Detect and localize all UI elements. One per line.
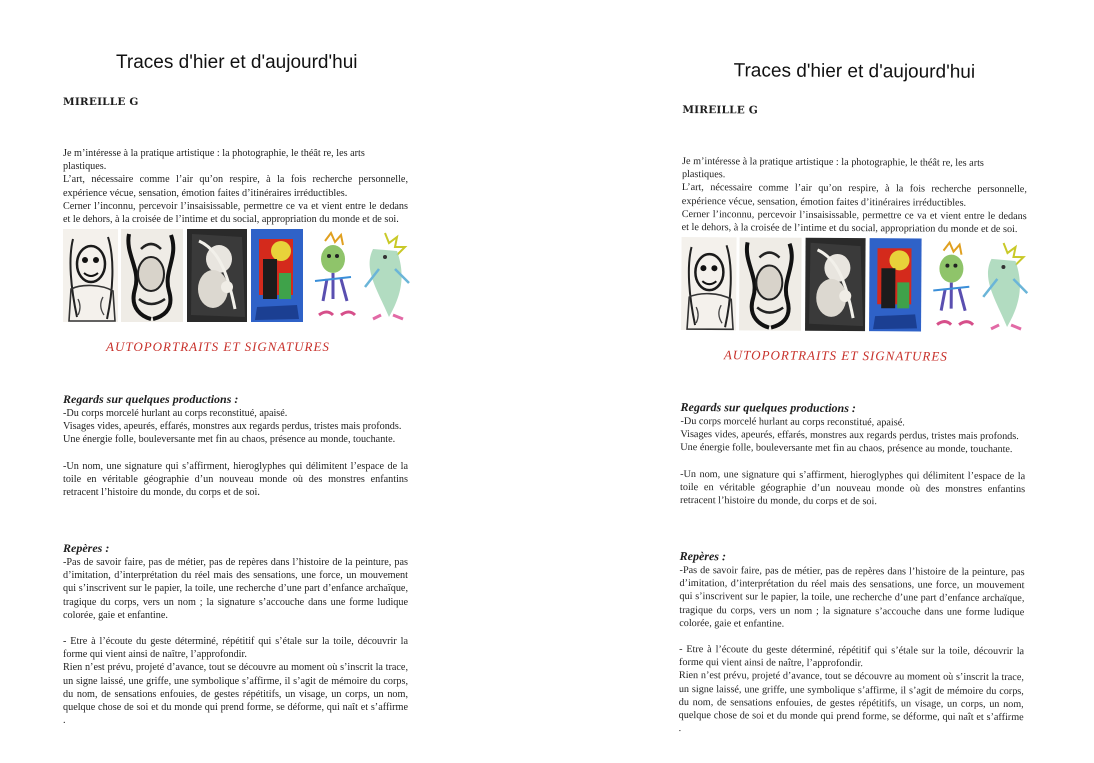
artwork-thumbnail: [121, 229, 183, 322]
intro-line: Je m’intéresse à la pratique artistique : la photographie, le théât re, les arts plastiques.: [63, 148, 365, 173]
intro-text: [63, 147, 408, 226]
intro-line: Cerner l’inconnu, percevoir l’insaisissable, permettre ce va et vient entre le dedans et le dehors, à la croisée de l’intime et du social, appropriation du monde et de soi.: [63, 200, 408, 226]
artwork-thumbnail: [63, 229, 118, 322]
regards-line: -Du corps morcelé hurlant au corps reconstitué, apaisé.: [680, 415, 905, 429]
regards-heading: Regards sur quelques productions :: [63, 392, 239, 406]
reperes-section: [63, 541, 408, 727]
author-name: MIREILLE G: [63, 96, 139, 108]
artwork-thumbnail: [307, 229, 362, 322]
regards-section: [63, 392, 408, 499]
regards-paragraph: -Un nom, une signature qui s’affirment, hieroglyphes qui délimitent l’espace de la toile en véritable géographie d’un nouveau monde où des monstres enfantins retracent l’histoire du monde, du corps et de soi.: [63, 460, 408, 499]
artwork-thumbnail: [805, 238, 866, 331]
reperes-heading: Repères :: [63, 541, 110, 555]
reperes-paragraph: -Pas de savoir faire, pas de métier, pas de repères dans l’histoire de la peinture, pas d’imitation, d’interprétation du réel mais des sensations, une force, un mouvement qui s’inscrivent sur le papier, la toile, une recherche d’une part d’enfance archaïque, tragique du corps, vers un nom ; la signature s’accouche dans une forme ludique colorée, gaie et enfantine.: [679, 564, 1025, 630]
artwork-gallery: [63, 229, 408, 324]
artwork-thumbnail: [681, 237, 737, 330]
reperes-heading: Repères :: [679, 548, 727, 564]
intro-line: L’art, nécessaire comme l’air qu’on respire, à la fois recherche personnelle, expérience vécue, sensation, émotion faites d’itinéraires irréductibles.: [63, 174, 408, 199]
artwork-thumbnail: [251, 229, 303, 322]
intro-line: Je m’intéresse à la pratique artistique : la photographie, le théât re, les arts plastiques.: [681, 155, 984, 181]
document-title: Traces d'hier et d'aujourd'hui: [733, 60, 976, 83]
regards-line: Une énergie folle, bouleversante met fin au chaos, présence au monde, touchante.: [680, 442, 1013, 456]
artwork-thumbnail: [869, 238, 922, 331]
intro-line: L’art, nécessaire comme l’air qu’on respire, à la fois recherche personnelle, expérience vécue, sensation, émotion faites d’itinéraires irréductibles.: [681, 182, 1027, 209]
artwork-thumbnail: [925, 238, 981, 331]
regards-heading: Regards sur quelques productions :: [680, 399, 856, 416]
regards-line: Une énergie folle, bouleversante met fin au chaos, présence au monde, touchante.: [63, 434, 396, 446]
document-page-right: [678, 8, 1043, 735]
regards-line: -Du corps morcelé hurlant au corps reconstitué, apaisé.: [63, 408, 288, 419]
regards-paragraph: -Un nom, une signature qui s’affirment, hieroglyphes qui délimitent l’espace de la toile en véritable géographie d’un nouveau monde où des monstres enfantins retracent l’histoire du monde, du corps et de soi.: [679, 468, 1026, 508]
regards-line: Visages vides, apeurés, effarés, monstres aux regards perdus, tristes mais profonds.: [63, 421, 402, 433]
intro-text: [681, 155, 1027, 236]
artwork-thumbnail: [739, 237, 802, 330]
artwork-thumbnail: [359, 229, 411, 322]
artwork-gallery: [681, 237, 1027, 334]
artwork-thumbnail: [977, 239, 1030, 332]
gallery-caption: AUTOPORTRAITS ET SIGNATURES: [723, 347, 948, 364]
gallery-caption: AUTOPORTRAITS ET SIGNATURES: [106, 339, 330, 354]
reperes-section: [679, 549, 1025, 738]
document-title: Traces d'hier et d'aujourd'hui: [116, 52, 358, 73]
reperes-paragraph: Rien n’est prévu, projeté d’avance, tout se découvre au moment où s’inscrit la trace, un signe laissé, une griffe, une symbolique s’affirme, il s’agit de mémoire du corps, du nom, de sensations enfouies, de gestes répétitifs, un visage, un corps, un nom, quelque chose de soi et du monde qui prend forme, se déforme, qui naît et s’affirme .: [678, 670, 1024, 735]
regards-line: Visages vides, apeurés, effarés, monstres aux regards perdus, tristes mais profonds.: [680, 429, 1019, 443]
reperes-paragraph: -Pas de savoir faire, pas de métier, pas de repères dans l’histoire de la peinture, pas d’imitation, d’interprétation du réel mais des sensations, une force, un mouvement qui s’inscrivent sur le papier, la toile, une recherche d’une part d’enfance archaïque, tragique du corps, vers un nom ; la signature s’accouche dans une forme ludique colorée, gaie et enfantine.: [63, 557, 408, 621]
reperes-paragraph: Rien n’est prévu, projeté d’avance, tout se découvre au moment où s’inscrit la trace, un signe laissé, une griffe, une symbolique s’affirme, il s’agit de mémoire du corps, du nom, de sensations enfouies, de gestes répétitifs, un visage, un corps, un nom, quelque chose de soi et du monde qui prend forme, se déforme, qui naît et s’affirme .: [63, 662, 408, 727]
reperes-paragraph: - Etre à l’écoute du geste déterminé, répétitif qui s’étale sur la toile, découvrir la forme qui vient ainsi de naître, l’approfondir.: [678, 644, 1025, 670]
reperes-paragraph: - Etre à l’écoute du geste déterminé, répétitif qui s’étale sur la toile, découvrir la forme qui vient ainsi de naître, l’approfondir.: [63, 636, 408, 661]
author-name: MIREILLE G: [682, 103, 758, 117]
artwork-thumbnail: [187, 229, 247, 322]
intro-line: Cerner l’inconnu, percevoir l’insaisissable, permettre ce va et vient entre le dedans et le dehors, à la croisée de l’intime et du social, appropriation du monde et de soi.: [681, 208, 1027, 236]
regards-section: [680, 400, 1026, 509]
